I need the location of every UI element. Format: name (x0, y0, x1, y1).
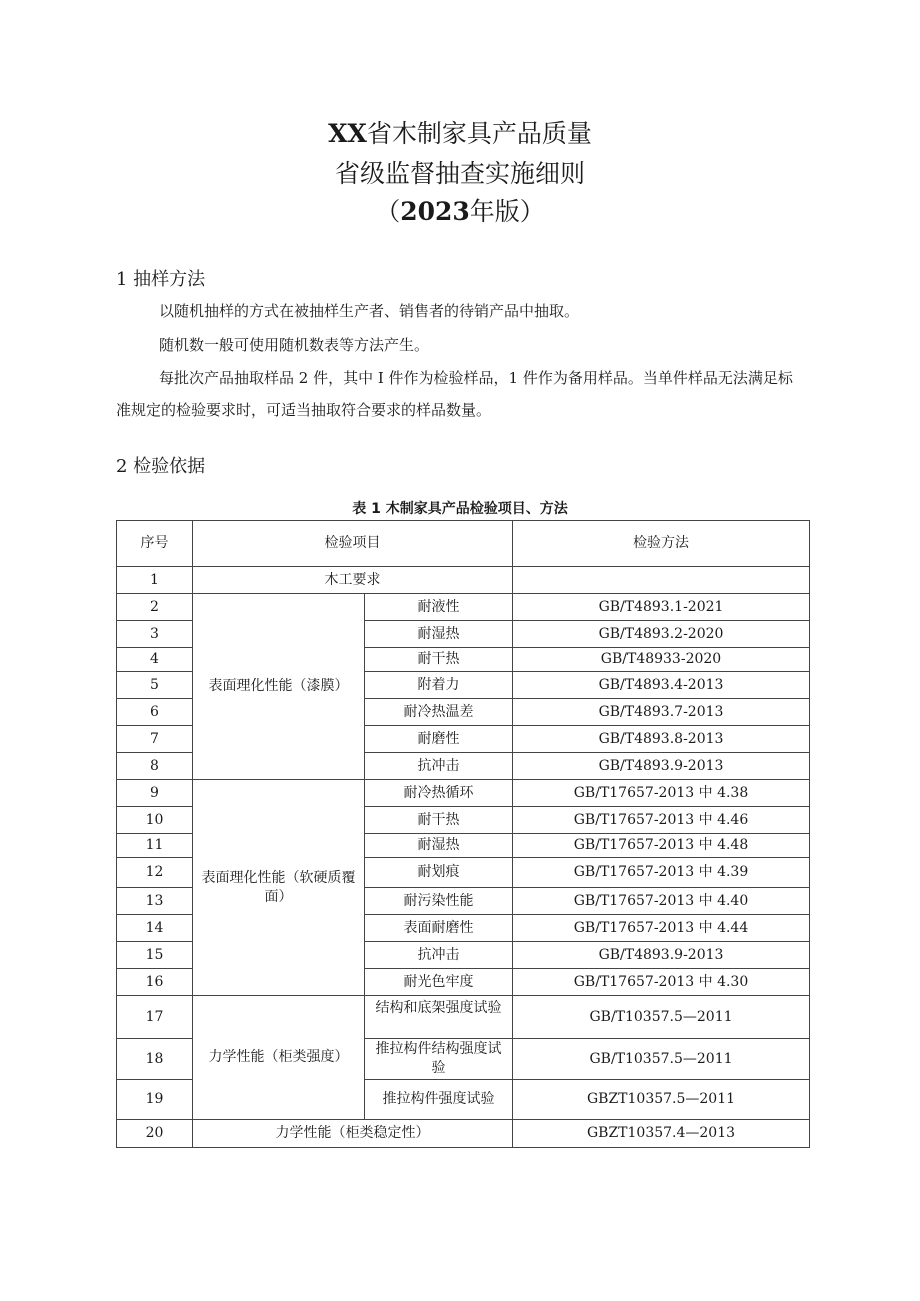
row-method: GB/T17657-2013 中 4.39 (513, 858, 810, 888)
row-item: 推拉构件结构强度试验 (365, 1039, 513, 1080)
doc-title-paren-open: （ (375, 197, 401, 226)
doc-title-version: 年版） (469, 197, 545, 226)
row-no: 18 (117, 1039, 193, 1080)
row-item: 耐磨性 (365, 726, 513, 753)
doc-title-line-3 (0, 195, 920, 229)
table-row (117, 567, 810, 594)
row-item: 耐划痕 (365, 858, 513, 888)
row-method: GB/T4893.8-2013 (513, 726, 810, 753)
doc-title-year: 2023 (400, 197, 470, 226)
section-1-para-3-line-2: 准规定的检验要求时，可适当抽取符合要求的样品数量。 (116, 401, 492, 419)
row-method: GB/T4893.9-2013 (513, 753, 810, 780)
row-no: 12 (117, 858, 193, 888)
row-method: GB/T10357.5—2011 (513, 996, 810, 1039)
row-item: 附着力 (365, 672, 513, 699)
row-item: 表面耐磨性 (365, 915, 513, 942)
row-item: 耐湿热 (365, 621, 513, 648)
row-method: GBZT10357.4—2013 (513, 1120, 810, 1148)
section-1-para-1: 以随机抽样的方式在被抽样生产者、销售者的待销产品中抽取。 (159, 302, 580, 320)
header-item: 检验项目 (193, 521, 513, 567)
row-no: 7 (117, 726, 193, 753)
row-method: GB/T17657-2013 中 4.30 (513, 969, 810, 996)
row-item: 抗冲击 (365, 942, 513, 969)
row-no: 11 (117, 834, 193, 858)
header-method: 检验方法 (513, 521, 810, 567)
group-surface-overlay: 表面理化性能（软硬质覆面） (193, 780, 365, 996)
row-method: GB/T10357.5—2011 (513, 1039, 810, 1080)
row-method: GBZT10357.5—2011 (513, 1080, 810, 1120)
doc-title-line-2: 省级监督抽查实施细则 (334, 159, 585, 188)
row-method (513, 567, 810, 594)
row-method: GB/T48933-2020 (513, 648, 810, 672)
row-item: 耐冷热循环 (365, 780, 513, 807)
row-method: GB/T4893.7-2013 (513, 699, 810, 726)
row-no: 8 (117, 753, 193, 780)
row-no: 3 (117, 621, 193, 648)
table-row (117, 780, 810, 807)
row-method: GB/T17657-2013 中 4.48 (513, 834, 810, 858)
row-no: 1 (117, 567, 193, 594)
row-item: 推拉构件强度试验 (365, 1080, 513, 1120)
row-item: 结构和底架强度试验 (365, 996, 513, 1039)
row-item: 耐液性 (365, 594, 513, 621)
section-1-para-2: 随机数一般可使用随机数表等方法产生。 (159, 336, 430, 354)
row-method: GB/T4893.1-2021 (513, 594, 810, 621)
row-no: 6 (117, 699, 193, 726)
row-no: 19 (117, 1080, 193, 1120)
row-no: 9 (117, 780, 193, 807)
group-mechanical-strength: 力学性能（柜类强度） (193, 996, 365, 1120)
group-woodwork: 木工要求 (193, 567, 513, 594)
row-method: GB/T17657-2013 中 4.46 (513, 807, 810, 834)
doc-title-line-1 (0, 117, 920, 151)
group-mechanical-stability: 力学性能（柜类稳定性） (193, 1120, 513, 1148)
row-method: GB/T4893.4-2013 (513, 672, 810, 699)
row-method: GB/T4893.2-2020 (513, 621, 810, 648)
row-item: 耐光色牢度 (365, 969, 513, 996)
row-method: GB/T17657-2013 中 4.38 (513, 780, 810, 807)
row-method: GB/T17657-2013 中 4.40 (513, 888, 810, 915)
row-no: 5 (117, 672, 193, 699)
section-2-heading: 2 检验依据 (116, 456, 206, 477)
table-header-row (117, 521, 810, 567)
header-no: 序号 (117, 521, 193, 567)
row-no: 16 (117, 969, 193, 996)
row-no: 14 (117, 915, 193, 942)
table-caption: 表 1 木制家具产品检验项目、方法 (352, 501, 568, 517)
row-item: 抗冲击 (365, 753, 513, 780)
doc-title-prefix: XX (328, 119, 367, 148)
table-row (117, 996, 810, 1039)
row-no: 2 (117, 594, 193, 621)
section-1-para-3-line-1: 每批次产品抽取样品 2 件，其中 I 件作为检验样品，1 件作为备用样品。当单件样品无法满足标 (159, 369, 793, 387)
row-no: 10 (117, 807, 193, 834)
row-no: 20 (117, 1120, 193, 1148)
row-item: 耐干热 (365, 807, 513, 834)
row-item: 耐干热 (365, 648, 513, 672)
table-row (117, 594, 810, 621)
table-row (117, 1120, 810, 1148)
row-no: 13 (117, 888, 193, 915)
group-surface-paint: 表面理化性能（漆膜） (193, 594, 365, 780)
row-no: 17 (117, 996, 193, 1039)
inspection-table (116, 520, 810, 1148)
row-item: 耐污染性能 (365, 888, 513, 915)
row-method: GB/T17657-2013 中 4.44 (513, 915, 810, 942)
row-no: 15 (117, 942, 193, 969)
section-1-heading: 1 抽样方法 (116, 269, 206, 290)
row-method: GB/T4893.9-2013 (513, 942, 810, 969)
row-no: 4 (117, 648, 193, 672)
row-item: 耐湿热 (365, 834, 513, 858)
row-item: 耐冷热温差 (365, 699, 513, 726)
doc-title-main: 省木制家具产品质量 (366, 119, 592, 148)
